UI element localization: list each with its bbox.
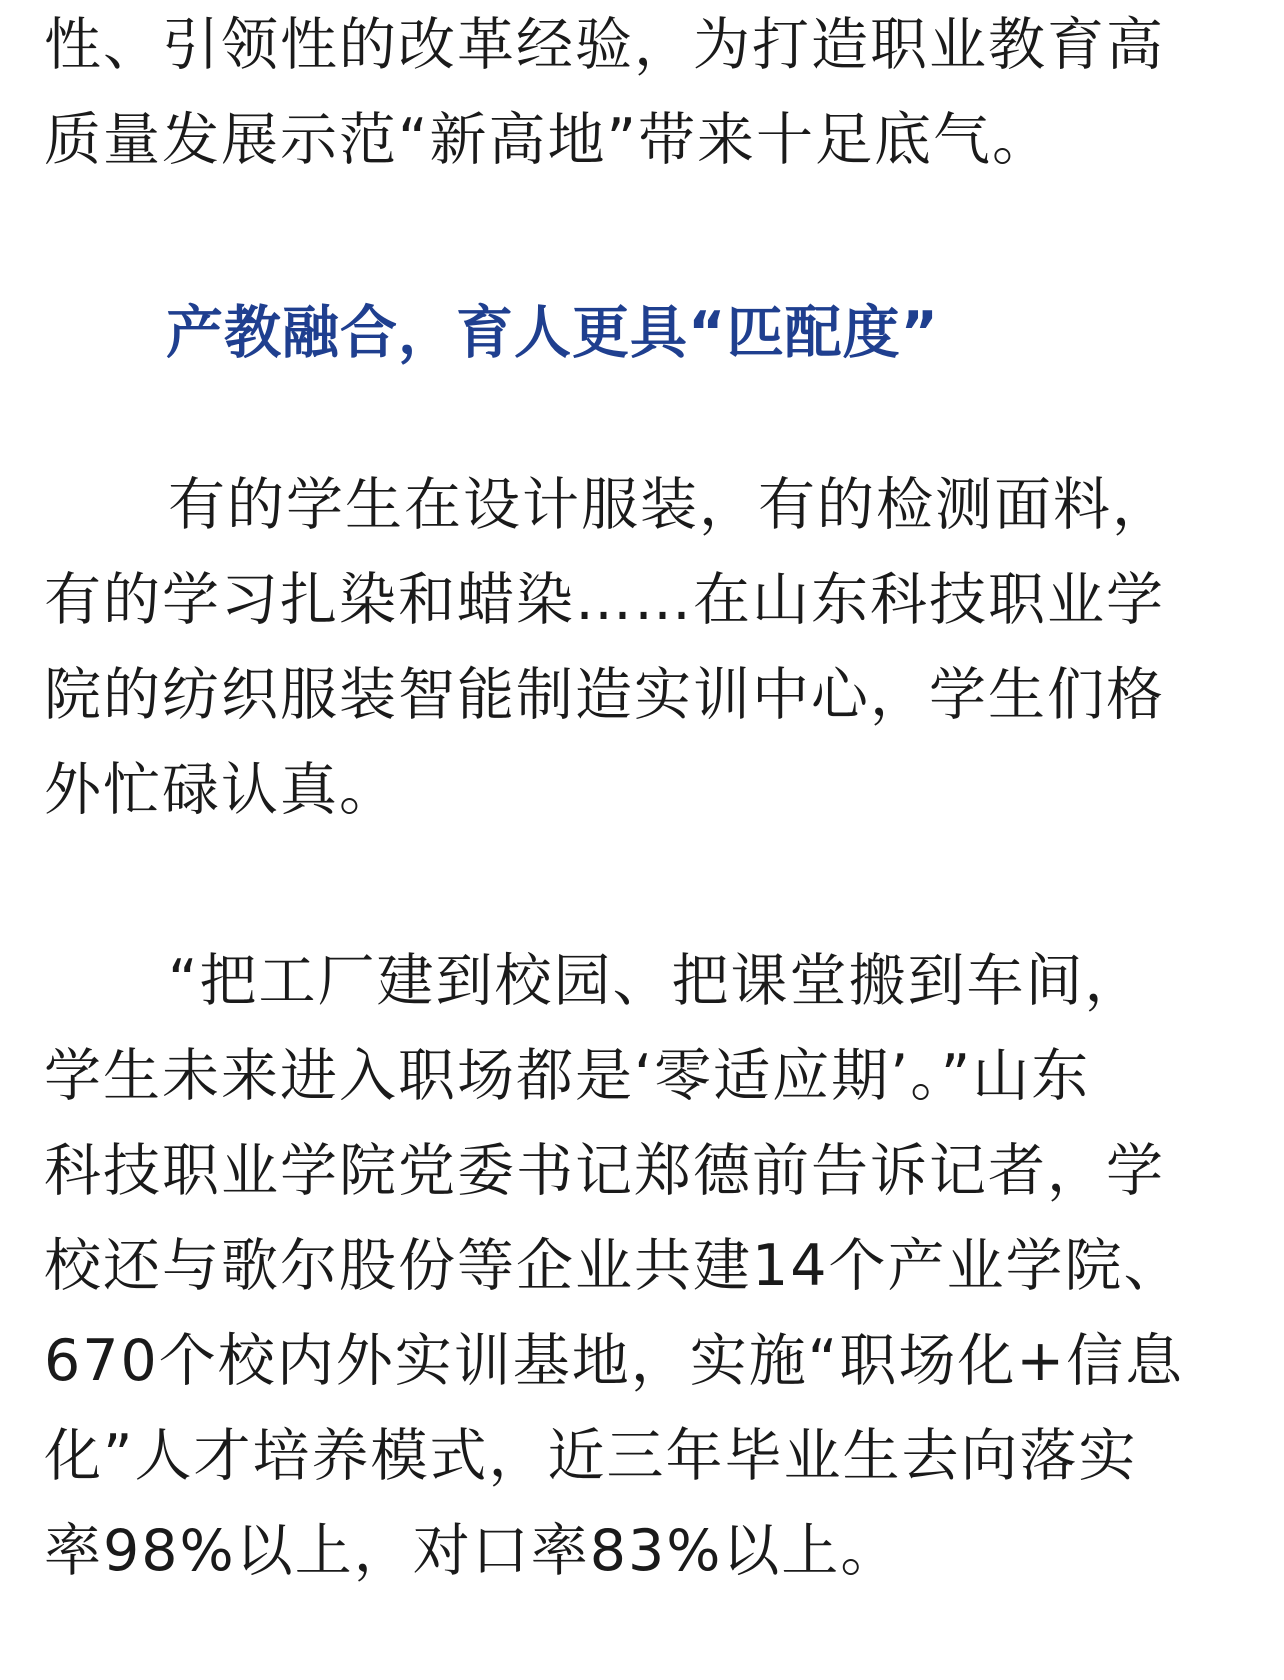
- paragraph-line: 质量发展示范“新高地”带来十足底气。: [44, 107, 1052, 173]
- paragraph-line: “把工厂建到校园、把课堂搬到车间，: [168, 948, 1144, 1014]
- paragraph-line: 校还与歌尔股份等企业共建14个产业学院、: [44, 1233, 1183, 1299]
- section-subheading: 产教融合，育人更具“匹配度”: [166, 300, 939, 366]
- paragraph-continued: [44, 0, 1165, 188]
- paragraph-line: 670个校内外实训基地，实施“职场化+信息: [44, 1328, 1185, 1394]
- paragraph-line: 有的学生在设计服装，有的检测面料，: [168, 472, 1171, 538]
- paragraph-quote: [44, 934, 1184, 1599]
- paragraph-line: 科技职业学院党委书记郑德前告诉记者，学: [44, 1138, 1165, 1204]
- paragraph-line: 性、引领性的改革经验，为打造职业教育高: [44, 12, 1165, 78]
- paragraph-line: 学生未来进入职场都是‘零适应期’。”山东: [44, 1043, 1091, 1109]
- paragraph-line: 率98%以上，对口率83%以上。: [44, 1518, 900, 1584]
- paragraph-training-center: [44, 458, 1171, 838]
- paragraph-line: 化”人才培养模式，近三年毕业生去向落实: [44, 1423, 1138, 1489]
- paragraph-line: 院的纺织服装智能制造实训中心，学生们格: [44, 662, 1165, 728]
- paragraph-line: 外忙碌认真。: [44, 757, 398, 823]
- paragraph-line: 有的学习扎染和蜡染……在山东科技职业学: [44, 567, 1165, 633]
